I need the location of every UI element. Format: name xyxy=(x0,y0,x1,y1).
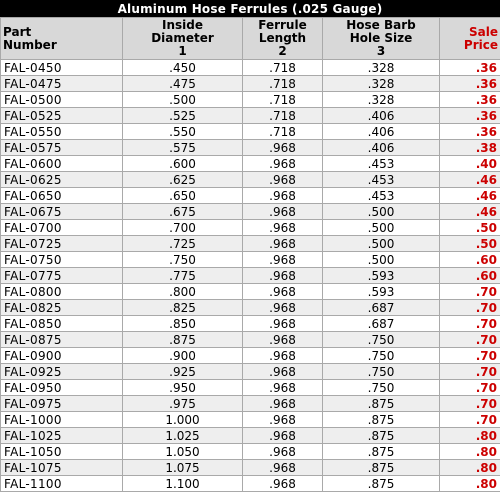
part-number-cell: FAL-0950 xyxy=(1,380,123,396)
sale-price-cell: .70 xyxy=(440,412,500,428)
inside-diameter-cell: .775 xyxy=(123,268,243,284)
sale-price-cell: .36 xyxy=(440,76,500,92)
sale-price-cell: .70 xyxy=(440,364,500,380)
table-row xyxy=(1,428,500,444)
table-row xyxy=(1,476,500,492)
table-row xyxy=(1,332,500,348)
header-sale-price xyxy=(440,18,500,60)
inside-diameter-cell: .575 xyxy=(123,140,243,156)
ferrule-length-cell: .968 xyxy=(243,236,323,252)
header-footnote: 2 xyxy=(278,44,287,58)
ferrule-length-cell: .968 xyxy=(243,172,323,188)
hose-barb-hole-size-cell: .500 xyxy=(323,204,440,220)
part-number-cell: FAL-1100 xyxy=(1,476,123,492)
ferrule-length-cell: .718 xyxy=(243,60,323,76)
ferrule-table xyxy=(0,17,500,492)
header-text: Price xyxy=(463,37,498,52)
ferrule-length-cell: .968 xyxy=(243,316,323,332)
part-number-cell: FAL-0725 xyxy=(1,236,123,252)
sale-price-cell: .36 xyxy=(440,60,500,76)
header-text: Inside xyxy=(162,18,203,32)
sale-price-cell: .70 xyxy=(440,396,500,412)
hose-barb-hole-size-cell: .750 xyxy=(323,348,440,364)
header-text: Part xyxy=(3,24,32,39)
hose-barb-hole-size-cell: .875 xyxy=(323,444,440,460)
sale-price-cell: .50 xyxy=(440,236,500,252)
header-ferrule-length xyxy=(243,18,323,60)
part-number-cell: FAL-1025 xyxy=(1,428,123,444)
hose-barb-hole-size-cell: .406 xyxy=(323,140,440,156)
part-number-cell: FAL-0775 xyxy=(1,268,123,284)
part-number-cell: FAL-0900 xyxy=(1,348,123,364)
sale-price-cell: .46 xyxy=(440,204,500,220)
sale-price-cell: .70 xyxy=(440,380,500,396)
hose-barb-hole-size-cell: .687 xyxy=(323,300,440,316)
hose-barb-hole-size-cell: .875 xyxy=(323,476,440,492)
part-number-cell: FAL-0575 xyxy=(1,140,123,156)
hose-barb-hole-size-cell: .406 xyxy=(323,108,440,124)
ferrule-length-cell: .968 xyxy=(243,140,323,156)
sale-price-cell: .46 xyxy=(440,188,500,204)
table-row xyxy=(1,300,500,316)
hose-barb-hole-size-cell: .500 xyxy=(323,236,440,252)
header-text: Hose Barb xyxy=(346,18,416,32)
hose-barb-hole-size-cell: .875 xyxy=(323,396,440,412)
sale-price-cell: .36 xyxy=(440,92,500,108)
header-footnote: 3 xyxy=(376,44,386,58)
part-number-cell: FAL-0550 xyxy=(1,124,123,140)
part-number-cell: FAL-0675 xyxy=(1,204,123,220)
sale-price-cell: .38 xyxy=(440,140,500,156)
part-number-cell: FAL-0800 xyxy=(1,284,123,300)
table-row xyxy=(1,460,500,476)
hose-barb-hole-size-cell: .328 xyxy=(323,76,440,92)
table-row xyxy=(1,348,500,364)
inside-diameter-cell: .725 xyxy=(123,236,243,252)
ferrule-length-cell: .968 xyxy=(243,284,323,300)
header-text: Hole Size xyxy=(349,31,413,45)
sale-price-cell: .60 xyxy=(440,252,500,268)
ferrule-length-cell: .718 xyxy=(243,92,323,108)
hose-barb-hole-size-cell: .875 xyxy=(323,412,440,428)
ferrule-length-cell: .968 xyxy=(243,460,323,476)
ferrule-length-cell: .968 xyxy=(243,268,323,284)
sale-price-cell: .70 xyxy=(440,284,500,300)
table-row xyxy=(1,60,500,76)
ferrule-length-cell: .968 xyxy=(243,220,323,236)
part-number-cell: FAL-0600 xyxy=(1,156,123,172)
sale-price-cell: .36 xyxy=(440,108,500,124)
part-number-cell: FAL-0750 xyxy=(1,252,123,268)
table-row xyxy=(1,380,500,396)
part-number-cell: FAL-0700 xyxy=(1,220,123,236)
part-number-cell: FAL-1000 xyxy=(1,412,123,428)
ferrule-length-cell: .968 xyxy=(243,252,323,268)
ferrule-length-cell: .968 xyxy=(243,428,323,444)
sale-price-cell: .40 xyxy=(440,156,500,172)
table-row xyxy=(1,252,500,268)
table-row xyxy=(1,172,500,188)
sale-price-cell: .80 xyxy=(440,428,500,444)
sale-price-cell: .80 xyxy=(440,476,500,492)
inside-diameter-cell: .950 xyxy=(123,380,243,396)
hose-barb-hole-size-cell: .687 xyxy=(323,316,440,332)
hose-barb-hole-size-cell: .750 xyxy=(323,364,440,380)
inside-diameter-cell: .650 xyxy=(123,188,243,204)
sale-price-cell: .46 xyxy=(440,172,500,188)
inside-diameter-cell: 1.100 xyxy=(123,476,243,492)
ferrule-length-cell: .968 xyxy=(243,348,323,364)
header-hose-barb-hole-size xyxy=(323,18,440,60)
sale-price-cell: .70 xyxy=(440,332,500,348)
header-text: Number xyxy=(3,37,57,52)
inside-diameter-cell: .700 xyxy=(123,220,243,236)
sale-price-cell: .70 xyxy=(440,300,500,316)
sale-price-cell: .80 xyxy=(440,444,500,460)
ferrule-length-cell: .718 xyxy=(243,124,323,140)
table-body xyxy=(1,60,500,492)
ferrule-length-cell: .968 xyxy=(243,188,323,204)
hose-barb-hole-size-cell: .593 xyxy=(323,284,440,300)
inside-diameter-cell: .525 xyxy=(123,108,243,124)
table-row xyxy=(1,76,500,92)
table-row xyxy=(1,412,500,428)
ferrule-length-cell: .718 xyxy=(243,108,323,124)
hose-barb-hole-size-cell: .750 xyxy=(323,332,440,348)
hose-barb-hole-size-cell: .453 xyxy=(323,156,440,172)
inside-diameter-cell: .875 xyxy=(123,332,243,348)
sale-price-cell: .80 xyxy=(440,460,500,476)
part-number-cell: FAL-0875 xyxy=(1,332,123,348)
hose-barb-hole-size-cell: .593 xyxy=(323,268,440,284)
part-number-cell: FAL-0975 xyxy=(1,396,123,412)
ferrule-length-cell: .718 xyxy=(243,76,323,92)
header-row xyxy=(1,18,500,60)
inside-diameter-cell: .675 xyxy=(123,204,243,220)
table-row xyxy=(1,188,500,204)
part-number-cell: FAL-0825 xyxy=(1,300,123,316)
part-number-cell: FAL-0625 xyxy=(1,172,123,188)
header-text: Length xyxy=(258,31,307,45)
part-number-cell: FAL-1050 xyxy=(1,444,123,460)
ferrule-length-cell: .968 xyxy=(243,444,323,460)
sale-price-cell: .70 xyxy=(440,316,500,332)
table-row xyxy=(1,444,500,460)
ferrule-length-cell: .968 xyxy=(243,476,323,492)
table-row xyxy=(1,92,500,108)
table-row xyxy=(1,108,500,124)
ferrule-length-cell: .968 xyxy=(243,300,323,316)
inside-diameter-cell: .800 xyxy=(123,284,243,300)
hose-barb-hole-size-cell: .500 xyxy=(323,252,440,268)
inside-diameter-cell: .975 xyxy=(123,396,243,412)
inside-diameter-cell: 1.050 xyxy=(123,444,243,460)
ferrule-length-cell: .968 xyxy=(243,380,323,396)
header-inside-diameter xyxy=(123,18,243,60)
inside-diameter-cell: 1.075 xyxy=(123,460,243,476)
hose-barb-hole-size-cell: .406 xyxy=(323,124,440,140)
hose-barb-hole-size-cell: .750 xyxy=(323,380,440,396)
table-row xyxy=(1,204,500,220)
header-text: Ferrule xyxy=(258,18,307,32)
header-text: Sale xyxy=(469,24,498,39)
ferrule-length-cell: .968 xyxy=(243,156,323,172)
ferrule-length-cell: .968 xyxy=(243,332,323,348)
table-row xyxy=(1,364,500,380)
part-number-cell: FAL-0525 xyxy=(1,108,123,124)
table-title: Aluminum Hose Ferrules (.025 Gauge) xyxy=(0,0,500,17)
table-row xyxy=(1,396,500,412)
table-row xyxy=(1,236,500,252)
ferrule-length-cell: .968 xyxy=(243,364,323,380)
table-row xyxy=(1,316,500,332)
part-number-cell: FAL-0925 xyxy=(1,364,123,380)
hose-barb-hole-size-cell: .453 xyxy=(323,188,440,204)
sale-price-cell: .50 xyxy=(440,220,500,236)
part-number-cell: FAL-0650 xyxy=(1,188,123,204)
inside-diameter-cell: 1.000 xyxy=(123,412,243,428)
part-number-cell: FAL-0475 xyxy=(1,76,123,92)
ferrule-length-cell: .968 xyxy=(243,412,323,428)
sale-price-cell: .70 xyxy=(440,348,500,364)
inside-diameter-cell: .550 xyxy=(123,124,243,140)
inside-diameter-cell: .450 xyxy=(123,60,243,76)
table-row xyxy=(1,156,500,172)
ferrule-length-cell: .968 xyxy=(243,396,323,412)
inside-diameter-cell: .750 xyxy=(123,252,243,268)
hose-barb-hole-size-cell: .453 xyxy=(323,172,440,188)
table-header xyxy=(1,18,500,60)
inside-diameter-cell: .500 xyxy=(123,92,243,108)
inside-diameter-cell: .925 xyxy=(123,364,243,380)
header-text: Diameter xyxy=(151,31,214,45)
table-row xyxy=(1,268,500,284)
hose-barb-hole-size-cell: .875 xyxy=(323,428,440,444)
inside-diameter-cell: .825 xyxy=(123,300,243,316)
header-part-number xyxy=(1,18,123,60)
table-row xyxy=(1,140,500,156)
sale-price-cell: .60 xyxy=(440,268,500,284)
part-number-cell: FAL-0500 xyxy=(1,92,123,108)
inside-diameter-cell: .900 xyxy=(123,348,243,364)
header-footnote: 1 xyxy=(178,44,187,58)
hose-barb-hole-size-cell: .500 xyxy=(323,220,440,236)
ferrule-length-cell: .968 xyxy=(243,204,323,220)
sale-price-cell: .36 xyxy=(440,124,500,140)
part-number-cell: FAL-1075 xyxy=(1,460,123,476)
inside-diameter-cell: .475 xyxy=(123,76,243,92)
table-row xyxy=(1,220,500,236)
hose-barb-hole-size-cell: .328 xyxy=(323,60,440,76)
inside-diameter-cell: .600 xyxy=(123,156,243,172)
hose-barb-hole-size-cell: .875 xyxy=(323,460,440,476)
inside-diameter-cell: 1.025 xyxy=(123,428,243,444)
hose-barb-hole-size-cell: .328 xyxy=(323,92,440,108)
table-row xyxy=(1,124,500,140)
part-number-cell: FAL-0450 xyxy=(1,60,123,76)
part-number-cell: FAL-0850 xyxy=(1,316,123,332)
table-row xyxy=(1,284,500,300)
inside-diameter-cell: .850 xyxy=(123,316,243,332)
inside-diameter-cell: .625 xyxy=(123,172,243,188)
